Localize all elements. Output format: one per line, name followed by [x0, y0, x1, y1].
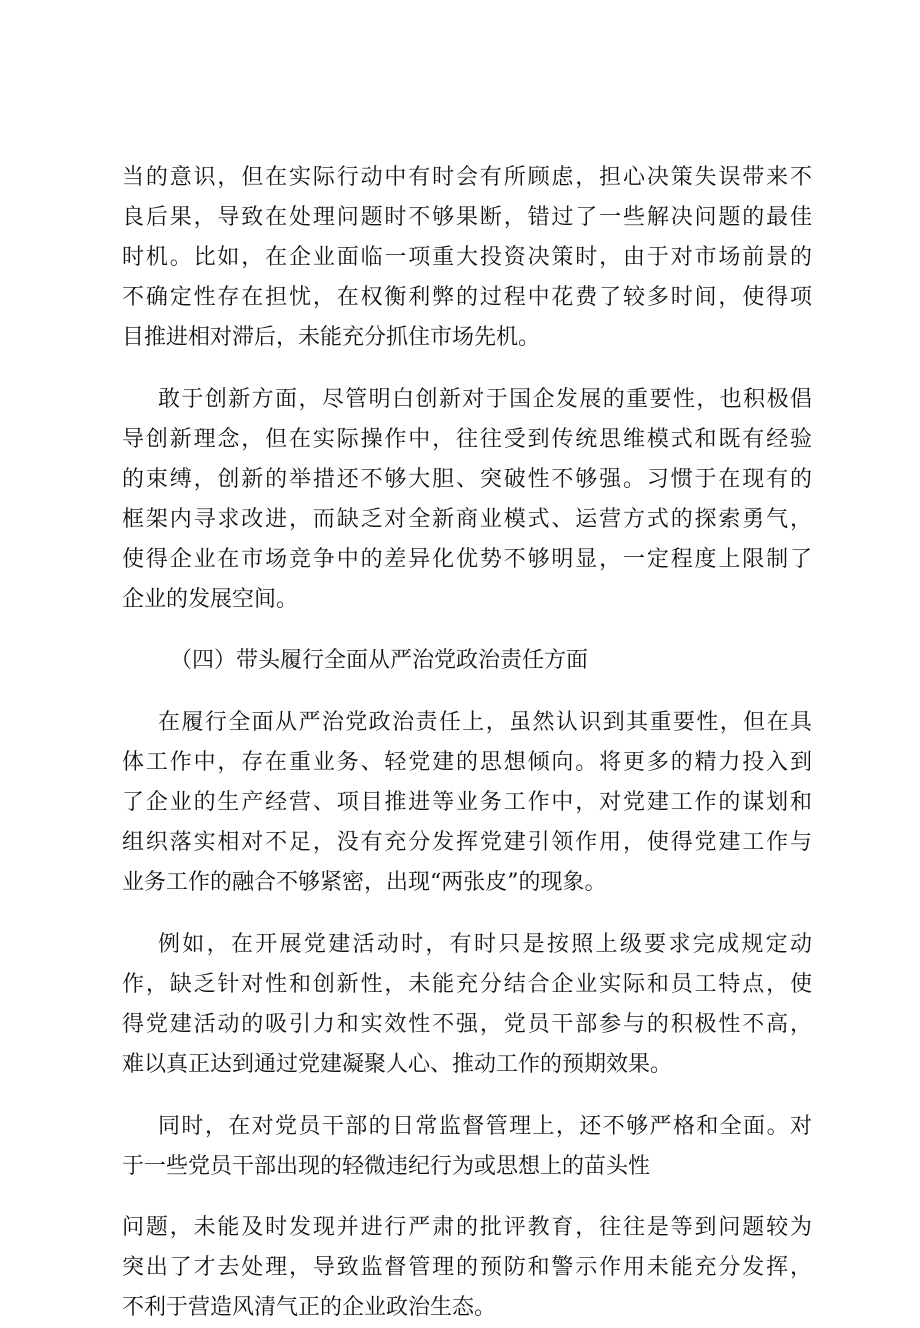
section-heading: （四）带头履行全面从严治党政治责任方面 [170, 648, 589, 673]
text-line: 在履行全面从严治党政治责任上，虽然认识到其重要性，但在具 [158, 710, 812, 735]
text-line: 敢于创新方面，尽管明白创新对于国企发展的重要性，也积极倡 [158, 387, 812, 412]
text-line: 业务工作的融合不够紧密，出现“两张皮”的现象。 [122, 870, 607, 895]
text-line: 使得企业在市场竞争中的差异化优势不够明显，一定程度上限制了 [122, 547, 812, 572]
text-line: 当的意识，但在实际行动中有时会有所顾虑，担心决策失误带来不 [122, 165, 812, 190]
text-line: 同时，在对党员干部的日常监督管理上，还不够严格和全面。对 [158, 1114, 812, 1139]
text-line: 框架内寻求改进，而缺乏对全新商业模式、运营方式的探索勇气， [122, 507, 812, 532]
text-line: 问题，未能及时发现并进行严肃的批评教育，往往是等到问题较为 [122, 1215, 812, 1240]
text-line: 不利于营造风清气正的企业政治生态。 [122, 1295, 497, 1320]
text-line: 时机。比如，在企业面临一项重大投资决策时，由于对市场前景的 [122, 245, 812, 270]
text-line: 目推进相对滞后，未能充分抓住市场先机。 [122, 325, 541, 350]
text-line: 组织落实相对不足，没有充分发挥党建引领作用，使得党建工作与 [122, 830, 812, 855]
text-line: 企业的发展空间。 [122, 587, 299, 612]
text-line: 良后果，导致在处理问题时不够果断，错过了一些解决问题的最佳 [122, 205, 812, 230]
text-line: 难以真正达到通过党建凝聚人心、推动工作的预期效果。 [122, 1052, 673, 1077]
text-line: 突出了才去处理，导致监督管理的预防和警示作用未能充分发挥， [122, 1255, 812, 1280]
text-line: 的束缚，创新的举措还不够大胆、突破性不够强。习惯于在现有的 [122, 467, 812, 492]
text-line: 了企业的生产经营、项目推进等业务工作中，对党建工作的谋划和 [122, 790, 812, 815]
text-line: 不确定性存在担忧，在权衡利弊的过程中花费了较多时间，使得项 [122, 285, 812, 310]
text-line: 体工作中，存在重业务、轻党建的思想倾向。将更多的精力投入到 [122, 750, 812, 775]
text-line: 得党建活动的吸引力和实效性不强，党员干部参与的积极性不高， [122, 1012, 812, 1037]
text-line: 作，缺乏针对性和创新性，未能充分结合企业实际和员工特点，使 [122, 972, 812, 997]
text-line: 导创新理念，但在实际操作中，往往受到传统思维模式和既有经验 [122, 427, 812, 452]
text-line: 于一些党员干部出现的轻微违纪行为或思想上的苗头性 [122, 1154, 651, 1179]
text-line: 例如，在开展党建活动时，有时只是按照上级要求完成规定动 [158, 932, 812, 957]
